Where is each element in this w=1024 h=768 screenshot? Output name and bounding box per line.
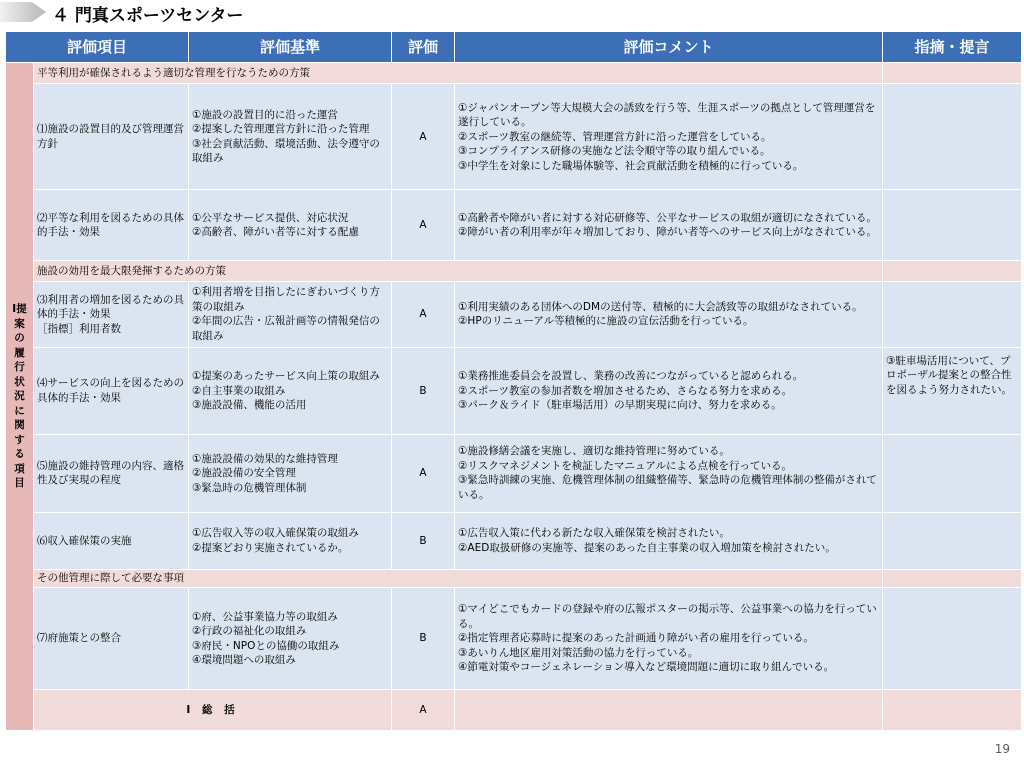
summary-grade: A [392,690,455,731]
row-item: ⑷サービスの向上を図るための具体的手法・効果 [34,347,189,435]
row-item: ⑶利用者の増加を図るための具体的手法・効果 ［指標］利用者数 [34,282,189,347]
header-note: 指摘・提言 [883,32,1022,63]
row-note [883,512,1022,569]
evaluation-table [5,31,1022,731]
table-row [6,347,1022,435]
row-criteria: ①施設の設置目的に沿った運営 ②提案した管理運営方針に沿った管理 ③社会貢献活動、環境活動、法令遵守の取組み [189,84,392,190]
row-item: ⑵平等な利用を図るための具体的手法・効果 [34,190,189,260]
row-comment: ①利用実績のある団体へのDMの送付等、積極的に大会誘致等の取組がなされている。 ②HPのリニューアル等積極的に施設の宣伝活動を行っている。 [455,282,883,347]
header-criteria: 評価基準 [189,32,392,63]
summary-label: Ⅰ 総 括 [34,690,392,731]
table-row [6,588,1022,690]
row-comment: ①業務推進委員会を設置し、業務の改善につながっていると認められる。 ②スポーツ教室の参加者数を増加させるため、さらなる努力を求める。 ③パーク＆ライド（駐車場活用）の早期実現に向け、努力を求める。 [455,347,883,435]
row-criteria: ①広告収入等の収入確保策の取組み ②提案どおり実施されているか。 [189,512,392,569]
row-item: ⑴施設の設置目的及び管理運営方針 [34,84,189,190]
title-bar [0,0,600,26]
title-arrow-icon [0,2,46,22]
row-note: ③駐車場活用について、プロポーザル提案との整合性を図るよう努力されたい。 [883,347,1022,435]
section-title-2: 施設の効用を最大限発揮するための方策 [34,260,883,281]
summary-row [6,690,1022,731]
section-row [6,260,1022,281]
row-comment: ①広告収入策に代わる新たな収入確保策を検討されたい。 ②AED取扱研修の実施等、提案のあった自主事業の収入増加策を検討されたい。 [455,512,883,569]
row-comment: ①高齢者や障がい者に対する対応研修等、公平なサービスの取組が適切になされている。 ②障がい者の利用率が年々増加しており、障がい者等へのサービス向上がなされている。 [455,190,883,260]
table-row [6,190,1022,260]
row-item: ⑺府施策との整合 [34,588,189,690]
table-row [6,84,1022,190]
row-note [883,282,1022,347]
row-grade: B [392,512,455,569]
row-comment: ①マイどこでもカードの登録や府の広報ポスターの掲示等、公益事業への協力を行っている。 ②指定管理者応募時に提案のあった計画通り障がい者の雇用を行っている。 ③あいりん地区雇用対策活動の協力を行っている。 ④節電対策やコージェネレーション導入など環境問題に適切に取り組んでいる。 [455,588,883,690]
row-note [883,190,1022,260]
row-note [883,435,1022,513]
table-header-row [6,32,1022,63]
row-grade: A [392,84,455,190]
row-grade: A [392,282,455,347]
header-comment: 評価コメント [455,32,883,63]
header-grade: 評価 [392,32,455,63]
table-row [6,282,1022,347]
header-item: 評価項目 [6,32,189,63]
section-row [6,63,1022,84]
vertical-category-label: Ⅰ提案の履行状況に関する項目 [6,63,34,731]
row-grade: B [392,588,455,690]
section-title-1: 平等利用が確保されるよう適切な管理を行なうための方策 [34,63,883,84]
row-note [883,84,1022,190]
table-row [6,512,1022,569]
page-number: 19 [994,742,1010,756]
row-grade: A [392,435,455,513]
row-grade: A [392,190,455,260]
row-grade: B [392,347,455,435]
section-row [6,569,1022,587]
row-criteria: ①提案のあったサービス向上策の取組み ②自主事業の取組み ③施設設備、機能の活用 [189,347,392,435]
row-comment: ①施設修繕会議を実施し、適切な維持管理に努めている。 ②リスクマネジメントを検証したマニュアルによる点検を行っている。 ③緊急時訓練の実施、危機管理体制の組織整備等、緊急時の危機管理体制の整備がされている。 [455,435,883,513]
row-criteria: ①府、公益事業協力等の取組み ②行政の福祉化の取組み ③府民・NPOとの協働の取組み ④環境問題への取組み [189,588,392,690]
row-criteria: ①利用者増を目指したにぎわいづくり方策の取組み ②年間の広告・広報計画等の情報発信の取組み [189,282,392,347]
row-note [883,588,1022,690]
row-criteria: ①施設設備の効果的な維持管理 ②施設設備の安全管理 ③緊急時の危機管理体制 [189,435,392,513]
row-item: ⑹収入確保策の実施 [34,512,189,569]
row-criteria: ①公平なサービス提供、対応状況 ②高齢者、障がい者等に対する配慮 [189,190,392,260]
section-title-3: その他管理に際して必要な事項 [34,569,883,587]
page-title: ４ 門真スポーツセンター [52,6,244,26]
row-item: ⑸施設の維持管理の内容、適格性及び実現の程度 [34,435,189,513]
table-row [6,435,1022,513]
row-comment: ①ジャパンオープン等大規模大会の誘致を行う等、生涯スポーツの拠点として管理運営を遂行している。 ②スポーツ教室の継続等、管理運営方針に沿った運営をしている。 ③コンプライアンス研修の実施など法令順守等の取り組んでいる。 ③中学生を対象にした職場体験等、社会貢献活動を積極的に行っている。 [455,84,883,190]
